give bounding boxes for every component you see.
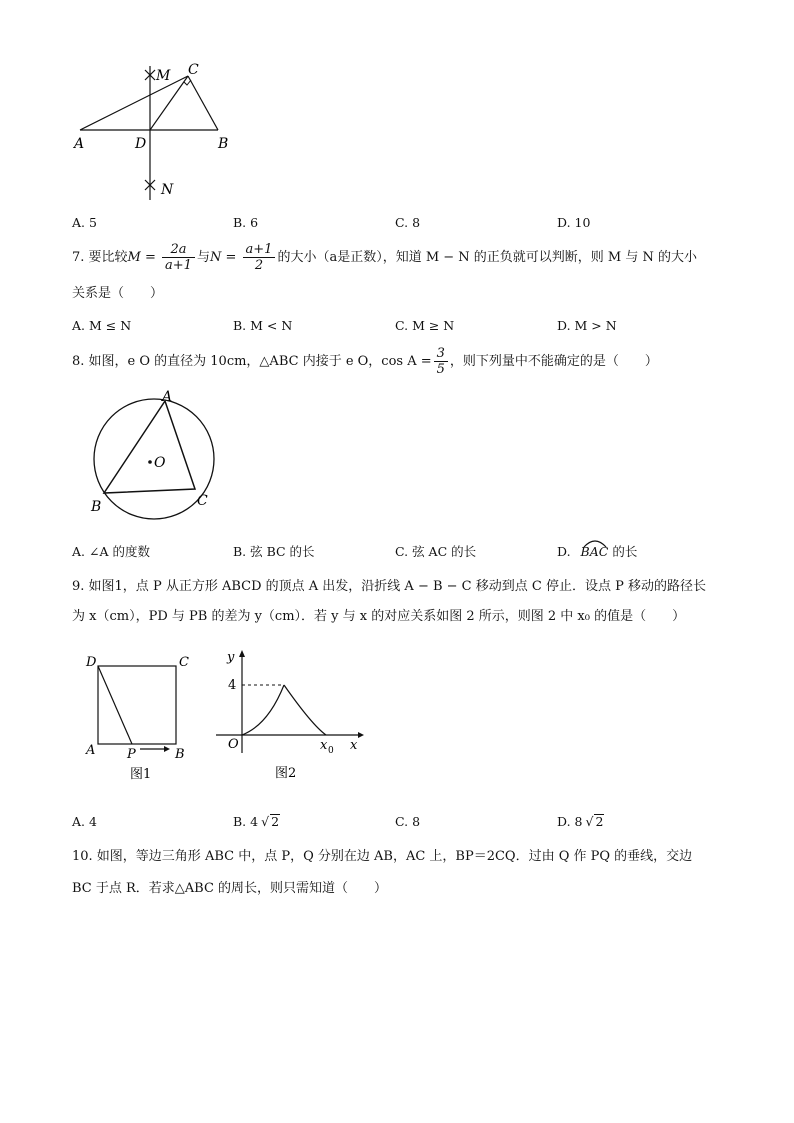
- tick-label-x0-sub: 0: [328, 746, 334, 756]
- q9-option-d-pre: D. 8: [557, 814, 583, 829]
- figure-2-caption: 图2: [275, 766, 297, 781]
- q9-option-b-radicand: 2: [271, 814, 280, 829]
- label-O: O: [154, 455, 166, 471]
- q10-stem-line2: BC 于点 R．若求△ABC 的周长，则只需知道（ ）: [72, 881, 388, 896]
- label-A: A: [86, 743, 96, 758]
- q9-option-d-radicand: 2: [595, 814, 604, 829]
- q7-fraction-2: [243, 242, 276, 273]
- q8-suffix: ，则下列量中不能确定的是（ ）: [449, 354, 658, 369]
- q7-stem-line1: 7. 要比较M = $\frac{2a}{a+1}$ 与N = $\frac{a+1}{2}$ 的大小（a是正数），知道 M − N 的正负就可以判断，则 M 与 N 的大小: [72, 242, 698, 273]
- q8-prefix: 8. 如图，e O 的直径为 10cm，△ABC 内接于 e O，cos A =: [72, 354, 432, 369]
- q7-stem-line2: 关系是（ ）: [72, 286, 164, 301]
- q7-frac1-num: 2a: [162, 242, 195, 258]
- q7-prefix: 7. 要比较: [72, 250, 128, 265]
- q8-option-b[interactable]: B. 弦 BC 的长: [233, 544, 315, 559]
- q7-eq: =: [140, 250, 161, 265]
- label-B: B: [175, 747, 185, 762]
- q9-stem-line2: 为 x（cm），PD 与 PB 的差为 y（cm）．若 y 与 x 的对应关系如图 2 所示，则图 2 中 x₀ 的值是（ ）: [72, 609, 686, 624]
- q7-mid: 与: [196, 250, 210, 265]
- q9-option-c[interactable]: C. 8: [395, 814, 421, 829]
- q9-figure-2: [210, 645, 370, 785]
- label-M: M: [156, 68, 171, 84]
- q6-figure: [70, 58, 240, 208]
- label-B: B: [218, 136, 229, 152]
- q7-option-a[interactable]: A. M ≤ N: [72, 318, 132, 333]
- label-A: A: [74, 136, 85, 152]
- q7-option-c[interactable]: C. M ≥ N: [395, 318, 455, 333]
- q8-option-d[interactable]: [557, 542, 637, 560]
- label-C: C: [188, 62, 199, 78]
- q9-figure-1: [82, 652, 202, 787]
- q9-option-d[interactable]: D. 8 √ 2: [557, 814, 604, 829]
- arc-icon: [583, 538, 607, 548]
- label-D: D: [86, 655, 97, 670]
- tick-label-4: 4: [228, 678, 237, 693]
- q9-stem-line1: 9. 如图1，点 P 从正方形 ABCD 的顶点 A 出发，沿折线 A − B − C 移动到点 C 停止．设点 P 移动的路径长: [72, 579, 706, 594]
- q6-option-c[interactable]: C. 8: [395, 215, 421, 230]
- q7-n: N: [209, 250, 222, 265]
- q10-stem-line1: 10. 如图，等边三角形 ABC 中，点 P，Q 分别在边 AB，AC 上，BP＝2CQ．过由 Q 作 PQ 的垂线，交边: [72, 849, 693, 864]
- tick-label-x0: x: [320, 738, 328, 753]
- q8-option-d-label: D.: [557, 544, 571, 559]
- q9-option-b[interactable]: B. 4 √ 2: [233, 814, 280, 829]
- q6-option-d[interactable]: D. 10: [557, 215, 591, 230]
- q9-option-b-pre: B. 4: [233, 814, 259, 829]
- label-A: A: [162, 389, 173, 405]
- label-D: D: [135, 136, 147, 152]
- q8-fraction: [434, 346, 448, 377]
- label-C: C: [179, 655, 189, 670]
- q7-option-b[interactable]: B. M < N: [233, 318, 293, 333]
- q8-option-a[interactable]: A. ∠A 的度数: [72, 544, 150, 559]
- q8-option-d-tail: 的长: [612, 544, 638, 559]
- origin-label: O: [228, 737, 239, 752]
- q8-option-d-arc: [581, 544, 609, 559]
- axis-label-y: y: [227, 650, 235, 665]
- q6-option-b[interactable]: B. 6: [233, 215, 259, 230]
- figure-1-caption: 图1: [130, 767, 152, 782]
- label-N: N: [161, 182, 174, 198]
- label-B: B: [91, 499, 102, 515]
- axis-label-x: x: [350, 738, 358, 753]
- q7-option-d[interactable]: D. M > N: [557, 318, 617, 333]
- q6-option-a[interactable]: A. 5: [72, 215, 97, 230]
- q7-m: M: [127, 250, 141, 265]
- q8-option-d-arc-text: BAC: [580, 544, 609, 559]
- q7-frac1-den: a+1: [165, 258, 192, 273]
- q7-frac2-den: 2: [254, 258, 264, 273]
- q7-frac2-num: a+1: [243, 242, 276, 258]
- q9-option-a[interactable]: A. 4: [72, 814, 97, 829]
- q8-frac-den: 5: [436, 362, 445, 377]
- q8-figure: [82, 385, 232, 520]
- q7-fraction-1: [162, 242, 195, 273]
- q8-frac-num: 3: [434, 346, 448, 362]
- label-C: C: [197, 493, 208, 509]
- q8-stem: [72, 344, 658, 380]
- q8-option-c[interactable]: C. 弦 AC 的长: [395, 544, 477, 559]
- label-P: P: [127, 747, 136, 762]
- q7-rest: 的大小（a是正数），知道 M − N 的正负就可以判断，则 M 与 N 的大小: [277, 250, 698, 265]
